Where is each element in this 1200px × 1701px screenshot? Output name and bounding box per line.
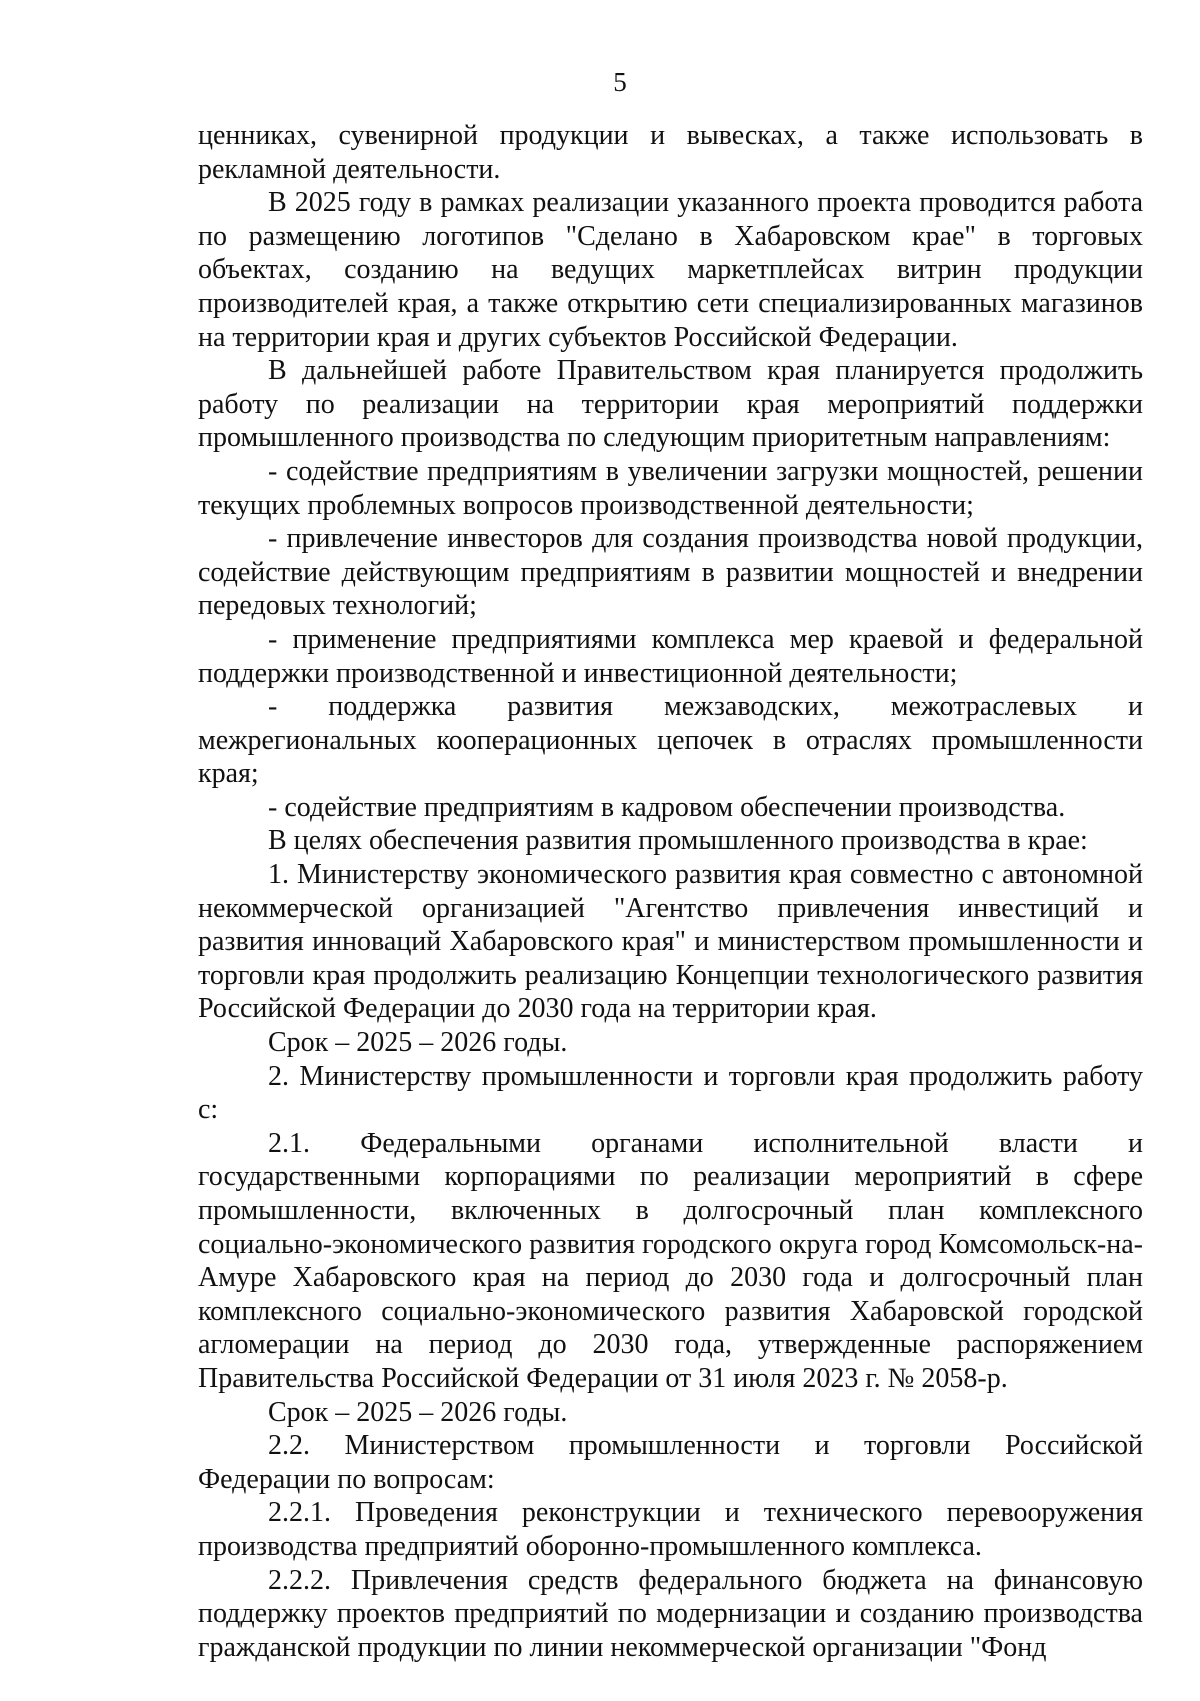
paragraph: Срок – 2025 – 2026 годы.: [268, 1027, 568, 1059]
paragraph: 2.2. Министерством промышленности и торговли Российской Федерации по вопросам:: [198, 1430, 1143, 1495]
paragraph: Срок – 2025 – 2026 годы.: [268, 1396, 568, 1428]
paragraph: - привлечение инвесторов для создания производства новой продукции, содействие действующим предприятиям в развитии мощностей и внедрении передовых технологий;: [198, 523, 1143, 622]
paragraph: 2.2.2. Привлечения средств федерального бюджета на финансовую поддержку проектов предприятий по модернизации и созданию производства гражданской продукции по линии некоммерческой организации "Фонд: [198, 1564, 1143, 1663]
paragraph: ценниках, сувенирной продукции и вывесках, а также использовать в рекламной деятельности.: [198, 120, 1143, 185]
paragraph: В целях обеспечения развития промышленного производства в крае:: [268, 825, 1088, 857]
paragraph: 2. Министерству промышленности и торговли края продолжить работу с:: [198, 1060, 1143, 1126]
page-number: 5: [613, 67, 627, 97]
paragraph: В дальнейшей работе Правительством края планируется продолжить работу по реализации на территории края мероприятий поддержки промышленного производства по следующим приоритетным направлениям:: [198, 355, 1143, 454]
paragraph: 1. Министерству экономического развития края совместно с автономной некоммерческой организацией "Агентство привлечения инвестиций и развития инноваций Хабаровского края" и министерством промышленности и торговли края продолжить реализацию Концепции технологического развития Российской Федерации до 2030 года на территории края.: [198, 859, 1143, 1025]
paragraph: - поддержка развития межзаводских, межотраслевых и межрегиональных кооперационных цепочек в отраслях промышленности края;: [198, 691, 1143, 790]
paragraph: 2.1. Федеральными органами исполнительной власти и государственными корпорациями по реализации мероприятий в сфере промышленности, включенных в долгосрочный план комплексного социально-экономического развития городского округа город Комсомольск-на-Амуре Хабаровского края на период до 2030 года и долгосрочный план комплексного социально-экономического развития Хабаровской городской агломерации на период до 2030 года, утвержденные распоряжением Правительства Российской Федерации от 31 июля 2023 г. № 2058-р.: [198, 1127, 1143, 1394]
document-body: [198, 119, 1143, 1664]
paragraph: 2.2.1. Проведения реконструкции и технического перевооружения производства предприятий оборонно-промышленного комплекса.: [198, 1497, 1143, 1562]
paragraph: - применение предприятиями комплекса мер краевой и федеральной поддержки производственной и инвестиционной деятельности;: [198, 623, 1143, 689]
paragraph: - содействие предприятиям в увеличении загрузки мощностей, решении текущих проблемных вопросов производственной деятельности;: [198, 455, 1143, 521]
paragraph: В 2025 году в рамках реализации указанного проекта проводится работа по размещению логотипов "Сделано в Хабаровском крае" в торговых объектах, созданию на ведущих маркетплейсах витрин продукции производителей края, а также открытию сети специализированных магазинов на территории края и других субъектов Российской Федерации.: [198, 187, 1143, 353]
paragraph: - содействие предприятиям в кадровом обеспечении производства.: [268, 791, 1066, 823]
